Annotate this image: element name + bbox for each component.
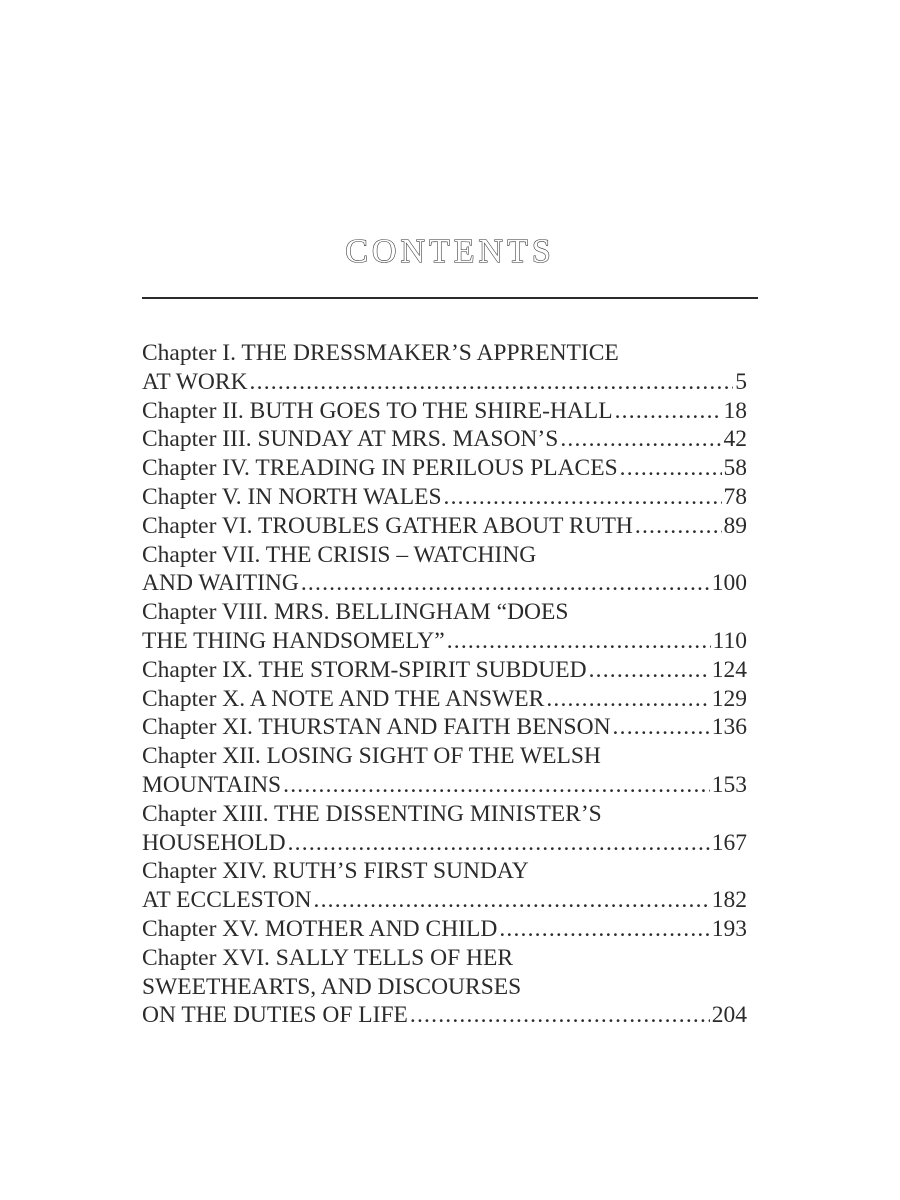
dot-leader [589,656,710,685]
chapter-title: Chapter X. A NOTE AND THE ANSWER [142,685,545,712]
table-of-contents [142,339,747,1030]
toc-entry-line [142,598,747,627]
toc-entry[interactable] [142,915,747,944]
toc-entry[interactable] [142,483,747,512]
page-number: 110 [712,627,747,654]
toc-entry[interactable] [142,454,747,483]
chapter-title: Chapter V. IN NORTH WALES [142,483,442,510]
toc-entry[interactable] [142,397,747,426]
toc-entry-line [142,512,747,541]
page-number: 124 [711,656,747,683]
toc-entry-line [142,541,747,570]
dot-leader [546,685,709,714]
chapter-title: Chapter VIII. MRS. BELLINGHAM “DOES [142,599,569,626]
page-number: 193 [711,915,747,942]
contents-heading: CONTENTS [345,233,555,270]
chapter-title: AT WORK [142,368,248,395]
dot-leader [288,829,710,858]
chapter-title: Chapter XIII. THE DISSENTING MINISTER’S [142,800,602,827]
toc-entry-line [142,857,747,886]
chapter-title: Chapter XIV. RUTH’S FIRST SUNDAY [142,858,529,885]
dot-leader [250,368,734,397]
toc-entry-line [142,425,747,454]
chapter-title: Chapter XI. THURSTAN AND FAITH BENSON [142,714,611,741]
toc-entry-line [142,569,747,598]
dot-leader [615,397,722,426]
dot-leader [314,886,710,915]
page-number: 204 [711,1002,747,1029]
dot-leader [560,425,721,454]
toc-entry-line [142,656,747,685]
dot-leader [499,915,709,944]
toc-entry[interactable] [142,800,747,858]
toc-entry[interactable] [142,685,747,714]
chapter-title: Chapter XII. LOSING SIGHT OF THE WELSH [142,743,601,770]
page-number: 78 [723,483,747,510]
page-number: 129 [711,685,747,712]
toc-entry-line [142,627,747,656]
dot-leader [635,512,722,541]
page-number: 42 [723,426,747,453]
page-number: 18 [723,397,747,424]
toc-entry[interactable] [142,425,747,454]
toc-entry[interactable] [142,742,747,800]
dot-leader [301,569,710,598]
dot-leader [613,713,710,742]
toc-entry-line [142,454,747,483]
chapter-title: AT ECCLESTON [142,887,312,914]
toc-entry[interactable] [142,857,747,915]
toc-entry-line [142,368,747,397]
toc-entry-line [142,800,747,829]
chapter-title: Chapter XV. MOTHER AND CHILD [142,915,498,942]
chapter-title: SWEETHEARTS, AND DISCOURSES [142,973,522,1000]
toc-entry-line [142,339,747,368]
toc-entry-line [142,483,747,512]
toc-entry-line [142,944,747,973]
chapter-title: MOUNTAINS [142,771,282,798]
toc-entry[interactable] [142,944,747,1030]
toc-entry-line [142,886,747,915]
chapter-title: THE THING HANDSOMELY” [142,627,445,654]
toc-entry[interactable] [142,598,747,656]
page-number: 100 [711,570,747,597]
toc-entry[interactable] [142,512,747,541]
chapter-title: Chapter II. BUTH GOES TO THE SHIRE-HALL [142,397,613,424]
page-number: 58 [723,455,747,482]
page-number: 153 [711,771,747,798]
page-number: 182 [711,887,747,914]
toc-entry-line [142,1001,747,1030]
heading-divider [142,297,758,299]
chapter-title: ON THE DUTIES OF LIFE [142,1002,408,1029]
dot-leader [410,1001,710,1030]
toc-entry-line [142,771,747,800]
dot-leader [447,627,711,656]
toc-entry-line [142,397,747,426]
chapter-title: Chapter IV. TREADING IN PERILOUS PLACES [142,455,618,482]
page-number: 167 [711,829,747,856]
page-number: 136 [711,714,747,741]
chapter-title: HOUSEHOLD [142,829,286,856]
toc-entry-line [142,742,747,771]
toc-entry-line [142,915,747,944]
dot-leader [444,483,722,512]
toc-entry[interactable] [142,713,747,742]
page-number: 89 [723,512,747,539]
dot-leader [283,771,710,800]
chapter-title: Chapter III. SUNDAY AT MRS. MASON’S [142,426,559,453]
toc-entry-line [142,713,747,742]
chapter-title: AND WAITING [142,570,299,597]
toc-entry[interactable] [142,541,747,599]
chapter-title: Chapter XVI. SALLY TELLS OF HER [142,944,514,971]
page-number: 5 [735,368,747,395]
chapter-title: Chapter VII. THE CRISIS – WATCHING [142,541,537,568]
toc-entry-line [142,973,747,1002]
chapter-title: Chapter IX. THE STORM-SPIRIT SUBDUED [142,656,587,683]
chapter-title: Chapter I. THE DRESSMAKER’S APPRENTICE [142,340,619,366]
dot-leader [620,454,722,483]
toc-entry[interactable] [142,656,747,685]
toc-entry[interactable] [142,339,747,397]
chapter-title: Chapter VI. TROUBLES GATHER ABOUT RUTH [142,512,633,539]
toc-entry-line [142,685,747,714]
toc-entry-line [142,829,747,858]
